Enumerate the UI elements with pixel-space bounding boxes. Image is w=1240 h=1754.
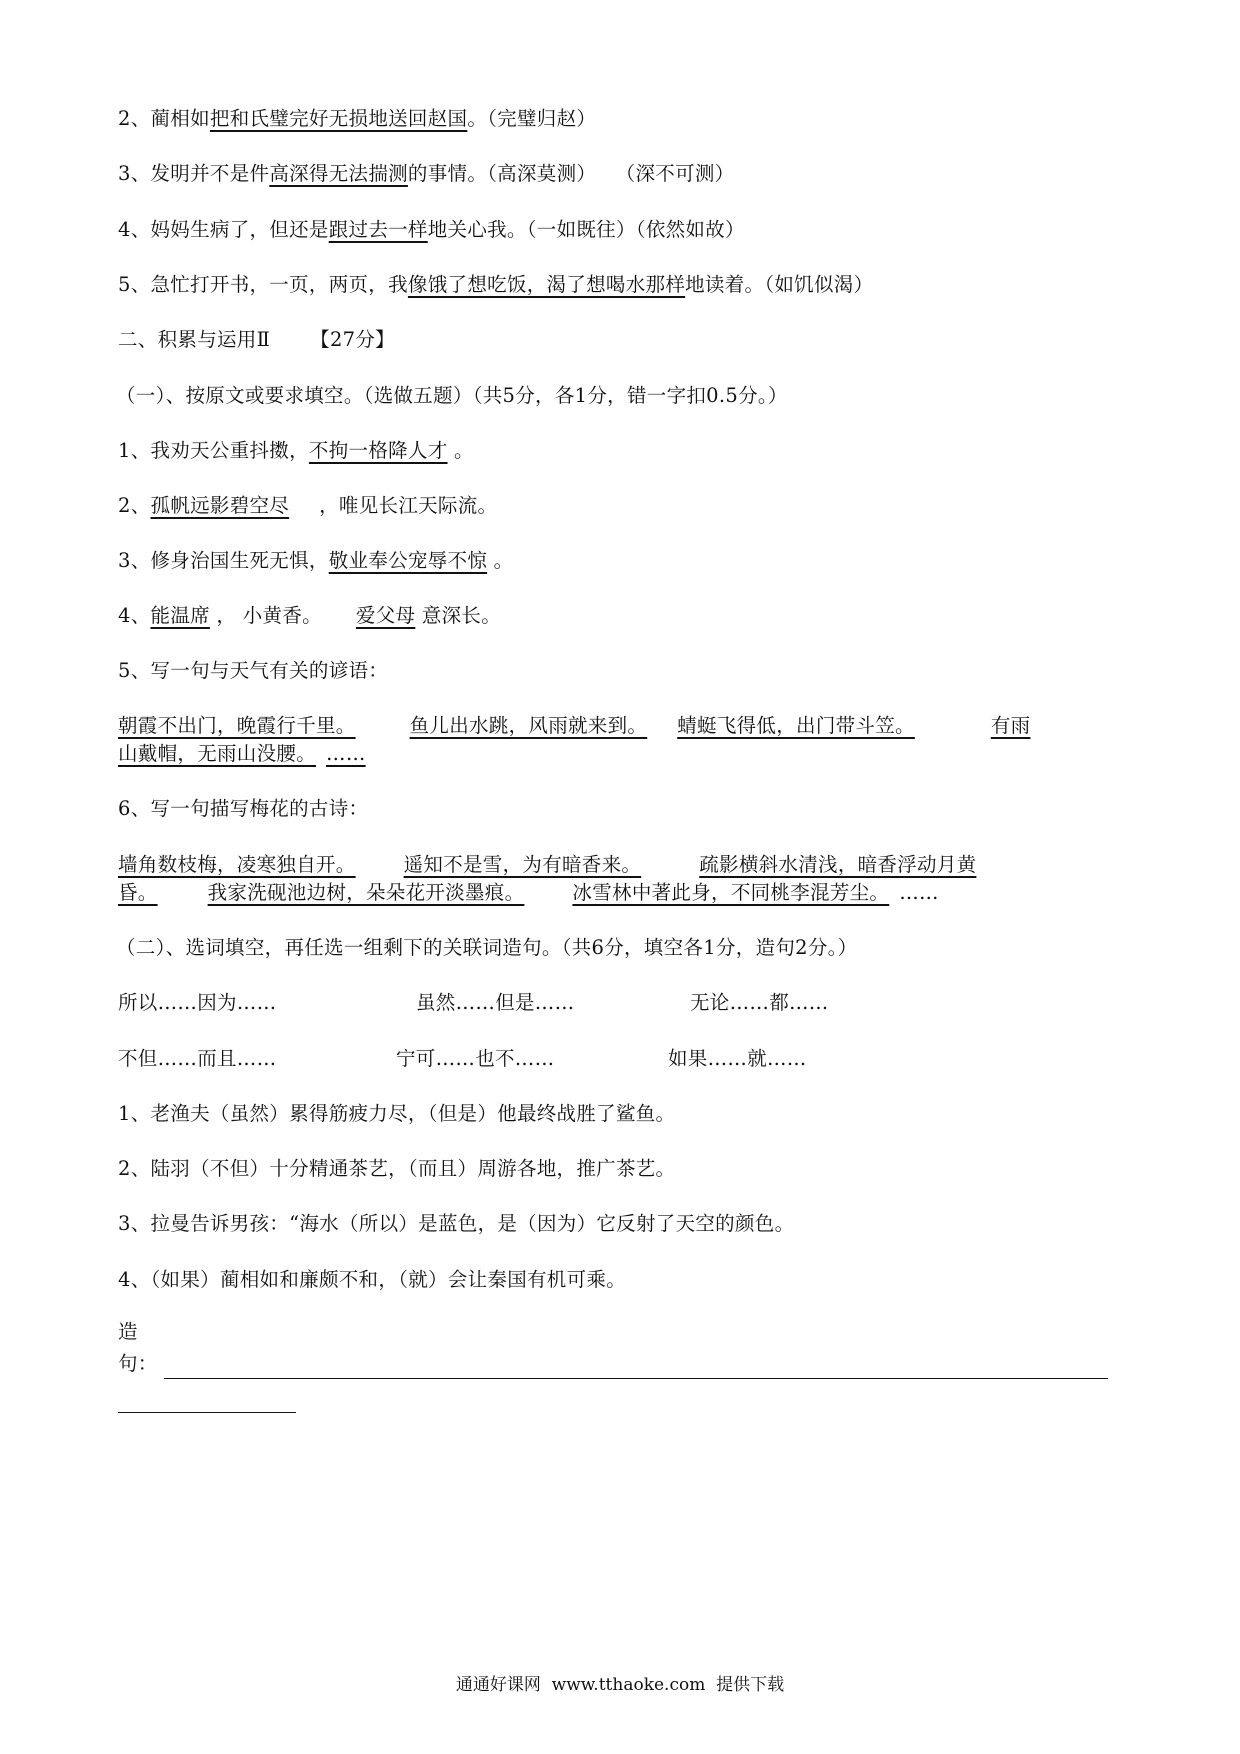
sentence-1: 1、老渔夫（虽然）累得筋疲力尽，（但是）他最终战胜了鲨鱼。 (118, 1102, 676, 1125)
underlined-phrase: 把和氏璧完好无损地送回赵国 (209, 107, 468, 130)
line-text: 2、蔺相如 (118, 107, 210, 130)
line-text: 3、发明并不是件 (118, 162, 270, 185)
proverb-answer: 朝霞不出门，晚霞行千里。 (118, 714, 356, 737)
poem-answers-line-2 (118, 879, 939, 907)
proverb-answers-line-2 (118, 740, 366, 768)
fill-answer: 不拘一格降人才 (308, 439, 448, 462)
underlined-phrase: 像饿了想吃饭，渴了想喝水那样 (407, 273, 686, 296)
proverb-answer: 蜻蜓飞得低，出门带斗笠。 (677, 714, 915, 737)
line-text: 4、妈妈生病了，但还是 (118, 218, 329, 241)
conjunction-pair: 虽然……但是…… (416, 991, 575, 1014)
conjunction-pair: 如果……就…… (668, 1047, 807, 1070)
part-2-heading: （二）、选词填空，再任选一组剩下的关联词造句。（共6分，填空各1分，造句2分。） (116, 936, 858, 959)
item-text: ，唯见长江天际流。 (319, 494, 498, 517)
fill-item-3 (118, 547, 513, 575)
item-text: 1、我劝天公重抖擞， (118, 439, 309, 462)
section-score: 【27分】 (310, 328, 395, 351)
q1-line-5 (118, 271, 873, 299)
fill-answer: 敬业奉公宠辱不惊 (328, 549, 488, 572)
fill-item-1 (118, 437, 474, 465)
item-text: 意深长。 (415, 604, 502, 627)
fill-answer: 爱父母 (355, 604, 416, 627)
fill-item-6-prompt: 6、写一句描写梅花的古诗： (118, 797, 369, 820)
item-text: 。 (447, 439, 474, 462)
item-text: ， 小黄香。 (209, 604, 322, 627)
poem-answer: 冰雪林中著此身，不同桃李混芳尘。 (572, 881, 890, 904)
item-text: 4、 (118, 604, 151, 627)
make-sentence-label-1: 造 (118, 1320, 138, 1343)
sentence-4: 4、（如果）蔺相如和廉颇不和，（就）会让秦国有机可乘。 (118, 1268, 627, 1291)
answer-line (164, 1378, 1108, 1379)
section-2-title (118, 326, 395, 354)
answer-text: 的事情。（高深莫测） （深不可测） (407, 162, 735, 185)
poem-answer: 我家洗砚池边树，朵朵花开淡墨痕。 (207, 881, 525, 904)
proverb-answers-line-1 (118, 712, 1030, 740)
conjunction-pair: 宁可……也不…… (396, 1047, 555, 1070)
ellipsis: …… (899, 881, 939, 904)
proverb-answer: 有雨 (990, 714, 1031, 737)
fill-answer: 孤帆远影碧空尽 (150, 494, 290, 517)
poem-answer: 昏。 (118, 881, 158, 904)
conjunction-pair: 所以……因为…… (118, 991, 277, 1014)
section-title: 二、积累与运用Ⅱ (118, 328, 271, 351)
sentence-2: 2、陆羽（不但）十分精通茶艺，（而且）周游各地，推广茶艺。 (118, 1157, 676, 1180)
conjunction-pair: 不但……而且…… (118, 1047, 277, 1070)
item-text: 2、 (118, 494, 151, 517)
answer-text: 地读着。（如饥似渴） (685, 273, 874, 296)
answer-text: 地关心我。（一如既往）（依然如故） (427, 218, 745, 241)
fill-item-2 (118, 492, 497, 520)
poem-answer: 墙角数枝梅，凌寒独自开。 (118, 853, 356, 876)
underlined-phrase: 高深得无法揣测 (269, 162, 408, 185)
item-text: 3、修身治国生死无惧， (118, 549, 329, 572)
answer-line (118, 1412, 296, 1413)
fill-item-5-prompt: 5、写一句与天气有关的谚语： (118, 659, 389, 682)
proverb-answer: 鱼儿出水跳，风雨就来到。 (409, 714, 648, 737)
fill-answer: 能温席 (150, 604, 210, 627)
fill-item-4 (118, 602, 501, 630)
q1-line-3 (118, 160, 734, 188)
poem-answers-line-1 (118, 851, 976, 879)
answer-text: 。（完璧归赵） (467, 107, 597, 130)
ellipsis: …… (326, 742, 366, 765)
footer-credit: 通通好课网 www.tthaoke.com 提供下载 (455, 1675, 785, 1695)
part-1-heading: （一）、按原文或要求填空。（选做五题）（共5分，各1分，错一字扣0.5分。） (116, 384, 788, 407)
q1-line-4 (118, 216, 745, 244)
make-sentence-label-2: 句： (118, 1352, 158, 1375)
line-text: 5、急忙打开书，一页，两页，我 (118, 273, 408, 296)
poem-answer: 疏影横斜水清浅，暗香浮动月黄 (699, 853, 977, 876)
poem-answer: 遥知不是雪，为有暗香来。 (403, 853, 642, 876)
q1-line-2 (118, 105, 596, 133)
proverb-answer: 山戴帽，无雨山没腰。 (118, 742, 317, 765)
conjunction-pair: 无论……都…… (690, 991, 829, 1014)
underlined-phrase: 跟过去一样 (328, 218, 428, 241)
item-text: 。 (487, 549, 514, 572)
sentence-3: 3、拉曼告诉男孩：“海水（所以）是蓝色，是（因为）它反射了天空的颜色。 (118, 1212, 795, 1235)
